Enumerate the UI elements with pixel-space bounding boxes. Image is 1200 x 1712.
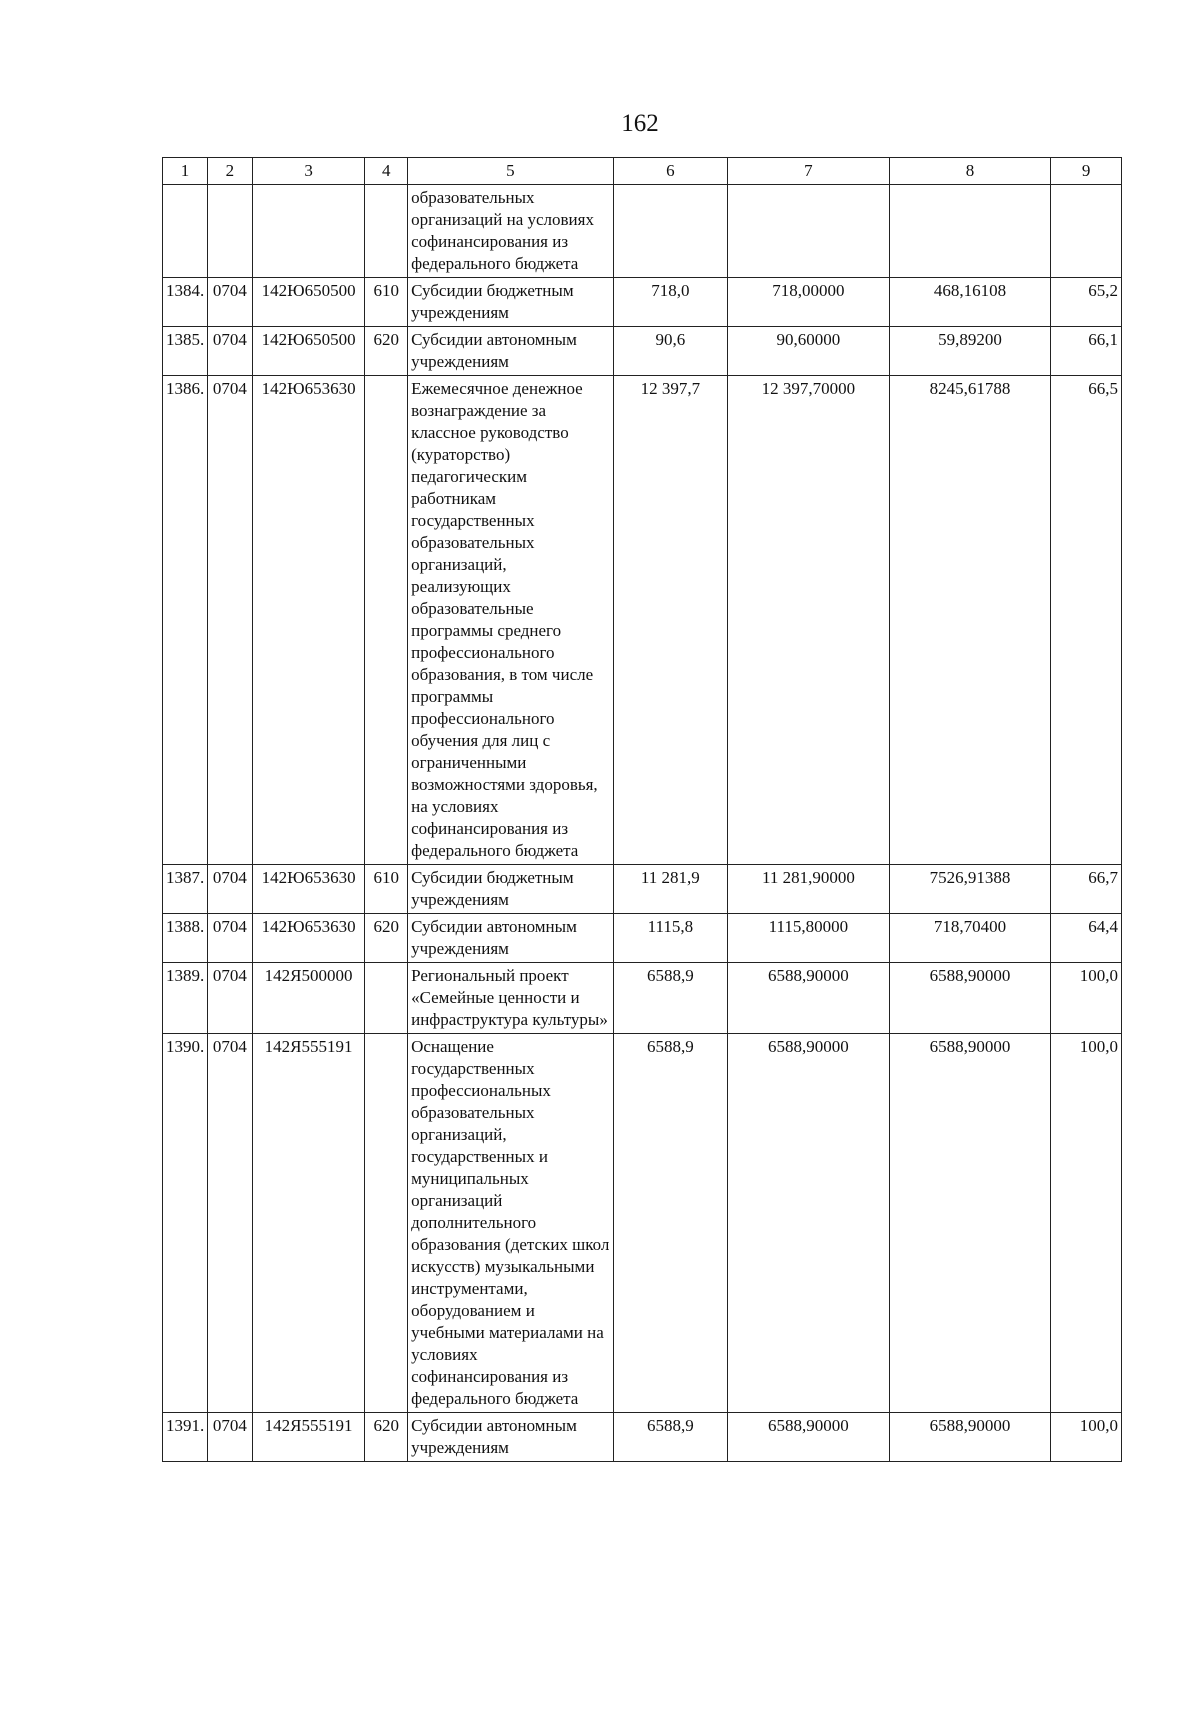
section-code-cell: 0704: [207, 376, 252, 865]
executed-cell: 6588,90000: [889, 1413, 1051, 1462]
row-number-cell: 1388.: [163, 914, 208, 963]
target-article-cell: 142Я555191: [252, 1413, 364, 1462]
refined-plan-cell: 90,60000: [728, 327, 890, 376]
percent-cell: 100,0: [1051, 1034, 1122, 1413]
plan-cell: 6588,9: [613, 963, 728, 1034]
row-number-cell: 1389.: [163, 963, 208, 1034]
plan-cell: 90,6: [613, 327, 728, 376]
header-row: [163, 158, 1122, 185]
row-number-cell: 1385.: [163, 327, 208, 376]
column-header: 1: [163, 158, 208, 185]
plan-cell: 11 281,9: [613, 865, 728, 914]
target-article-cell: 142Ю650500: [252, 278, 364, 327]
table-row: [163, 278, 1122, 327]
target-article-cell: 142Я500000: [252, 963, 364, 1034]
target-article-cell: 142Ю653630: [252, 865, 364, 914]
executed-cell: 468,16108: [889, 278, 1051, 327]
column-header: 7: [728, 158, 890, 185]
section-code-cell: 0704: [207, 865, 252, 914]
name-cell: Оснащение государственных профессиональных образовательных организаций, государственных и муниципальных организаций дополнительного образования (детских школ искусств) музыкальными инструментами, оборудованием и учебными материалами на условиях софинансирования из федерального бюджета: [408, 1034, 614, 1413]
section-code-cell: 0704: [207, 327, 252, 376]
column-header: 8: [889, 158, 1051, 185]
executed-cell: 7526,91388: [889, 865, 1051, 914]
expense-type-cell: 620: [365, 327, 408, 376]
name-cell: Субсидии бюджетным учреждениям: [408, 865, 614, 914]
executed-cell: [889, 185, 1051, 278]
executed-cell: 59,89200: [889, 327, 1051, 376]
executed-cell: 718,70400: [889, 914, 1051, 963]
percent-cell: 100,0: [1051, 1413, 1122, 1462]
percent-cell: 64,4: [1051, 914, 1122, 963]
plan-cell: 6588,9: [613, 1413, 728, 1462]
section-code-cell: [207, 185, 252, 278]
percent-cell: 100,0: [1051, 963, 1122, 1034]
column-header: 9: [1051, 158, 1122, 185]
table-row: [163, 914, 1122, 963]
section-code-cell: 0704: [207, 914, 252, 963]
name-cell: Субсидии автономным учреждениям: [408, 914, 614, 963]
column-header: 4: [365, 158, 408, 185]
name-cell: Региональный проект «Семейные ценности и инфраструктура культуры»: [408, 963, 614, 1034]
budget-table: [162, 157, 1122, 1462]
executed-cell: 6588,90000: [889, 1034, 1051, 1413]
row-number-cell: 1386.: [163, 376, 208, 865]
row-number-cell: 1390.: [163, 1034, 208, 1413]
table-row: [163, 1034, 1122, 1413]
percent-cell: 66,5: [1051, 376, 1122, 865]
table-body: [163, 185, 1122, 1462]
refined-plan-cell: 1115,80000: [728, 914, 890, 963]
plan-cell: 718,0: [613, 278, 728, 327]
expense-type-cell: [365, 185, 408, 278]
section-code-cell: 0704: [207, 278, 252, 327]
section-code-cell: 0704: [207, 963, 252, 1034]
row-number-cell: 1391.: [163, 1413, 208, 1462]
page-number: 162: [621, 110, 659, 137]
percent-cell: 66,1: [1051, 327, 1122, 376]
table-row: [163, 327, 1122, 376]
table-row: [163, 376, 1122, 865]
refined-plan-cell: [728, 185, 890, 278]
expense-type-cell: 620: [365, 914, 408, 963]
expense-type-cell: [365, 963, 408, 1034]
target-article-cell: 142Ю653630: [252, 914, 364, 963]
column-header: 3: [252, 158, 364, 185]
column-header: 2: [207, 158, 252, 185]
section-code-cell: 0704: [207, 1034, 252, 1413]
refined-plan-cell: 718,00000: [728, 278, 890, 327]
plan-cell: 12 397,7: [613, 376, 728, 865]
name-cell: образовательных организаций на условиях софинансирования из федерального бюджета: [408, 185, 614, 278]
refined-plan-cell: 6588,90000: [728, 1413, 890, 1462]
percent-cell: [1051, 185, 1122, 278]
table-row: [163, 185, 1122, 278]
plan-cell: [613, 185, 728, 278]
percent-cell: 65,2: [1051, 278, 1122, 327]
name-cell: Субсидии автономным учреждениям: [408, 1413, 614, 1462]
plan-cell: 6588,9: [613, 1034, 728, 1413]
target-article-cell: 142Я555191: [252, 1034, 364, 1413]
target-article-cell: [252, 185, 364, 278]
row-number-cell: [163, 185, 208, 278]
table-row: [163, 963, 1122, 1034]
table-row: [163, 865, 1122, 914]
row-number-cell: 1384.: [163, 278, 208, 327]
refined-plan-cell: 6588,90000: [728, 1034, 890, 1413]
section-code-cell: 0704: [207, 1413, 252, 1462]
plan-cell: 1115,8: [613, 914, 728, 963]
executed-cell: 6588,90000: [889, 963, 1051, 1034]
table-row: [163, 1413, 1122, 1462]
target-article-cell: 142Ю653630: [252, 376, 364, 865]
executed-cell: 8245,61788: [889, 376, 1051, 865]
name-cell: Субсидии бюджетным учреждениям: [408, 278, 614, 327]
refined-plan-cell: 6588,90000: [728, 963, 890, 1034]
expense-type-cell: [365, 376, 408, 865]
refined-plan-cell: 11 281,90000: [728, 865, 890, 914]
column-header: 6: [613, 158, 728, 185]
column-header: 5: [408, 158, 614, 185]
name-cell: Субсидии автономным учреждениям: [408, 327, 614, 376]
target-article-cell: 142Ю650500: [252, 327, 364, 376]
refined-plan-cell: 12 397,70000: [728, 376, 890, 865]
expense-type-cell: 620: [365, 1413, 408, 1462]
expense-type-cell: 610: [365, 278, 408, 327]
percent-cell: 66,7: [1051, 865, 1122, 914]
name-cell: Ежемесячное денежное вознаграждение за классное руководство (кураторство) педагогическим работникам государственных образовательных организаций, реализующих образовательные программы среднего профессионального образования, в том числе программы профессионального обучения для лиц с ограниченными возможностями здоровья, на условиях софинансирования из федерального бюджета: [408, 376, 614, 865]
row-number-cell: 1387.: [163, 865, 208, 914]
expense-type-cell: [365, 1034, 408, 1413]
expense-type-cell: 610: [365, 865, 408, 914]
